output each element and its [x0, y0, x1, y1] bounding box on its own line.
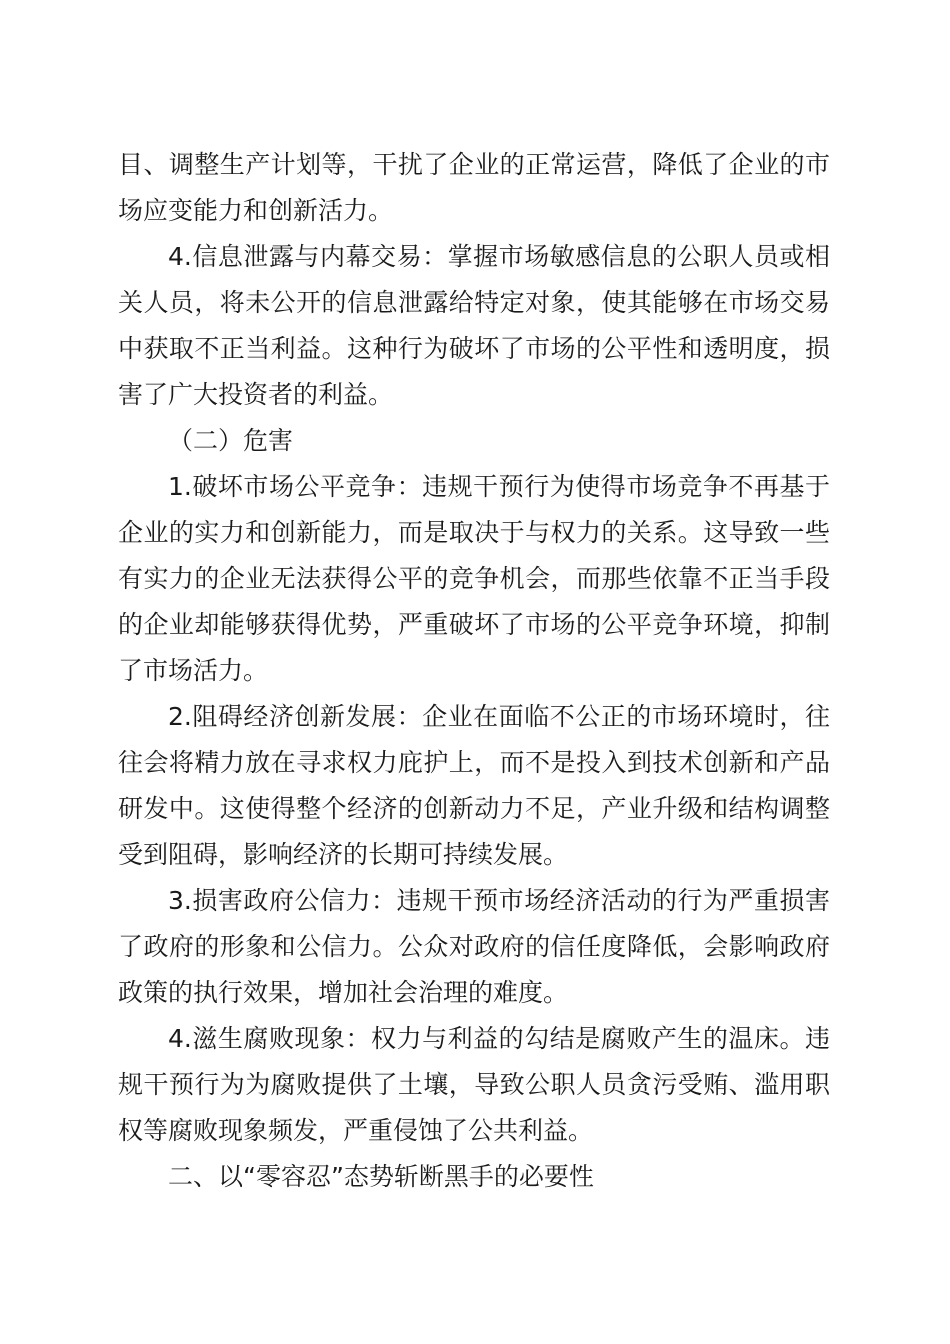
body-paragraph: 4.滋生腐败现象：权力与利益的勾结是腐败产生的温床。违规干预行为为腐败提供了土壤，导致公职人员贪污受贿、滥用职权等腐败现象频发，严重侵蚀了公共利益。 [118, 1024, 830, 1145]
body-paragraph: 1.破坏市场公平竞争：违规干预行为使得市场竞争不再基于企业的实力和创新能力，而是取决于与权力的关系。这导致一些有实力的企业无法获得公平的竞争机会，而那些依靠不正当手段的企业却能够获得优势，严重破坏了市场的公平竞争环境，抑制了市场活力。 [118, 472, 830, 685]
section-subheading: （二）危害 [168, 426, 294, 455]
document-body [118, 142, 830, 1200]
body-paragraph: 4.信息泄露与内幕交易：掌握市场敏感信息的公职人员或相关人员，将未公开的信息泄露给特定对象，使其能够在市场交易中获取不正当利益。这种行为破坏了市场的公平性和透明度，损害了广大投资者的利益。 [118, 242, 830, 409]
body-paragraph: 目、调整生产计划等，干扰了企业的正常运营，降低了企业的市场应变能力和创新活力。 [118, 150, 830, 225]
body-paragraph: 3.损害政府公信力：违规干预市场经济活动的行为严重损害了政府的形象和公信力。公众对政府的信任度降低，会影响政府政策的执行效果，增加社会治理的难度。 [118, 886, 830, 1007]
section-heading: 二、以“零容忍”态势斩断黑手的必要性 [168, 1162, 594, 1191]
body-paragraph: 2.阻碍经济创新发展：企业在面临不公正的市场环境时，往往会将精力放在寻求权力庇护上，而不是投入到技术创新和产品研发中。这使得整个经济的创新动力不足，产业升级和结构调整受到阻碍，影响经济的长期可持续发展。 [118, 702, 830, 869]
